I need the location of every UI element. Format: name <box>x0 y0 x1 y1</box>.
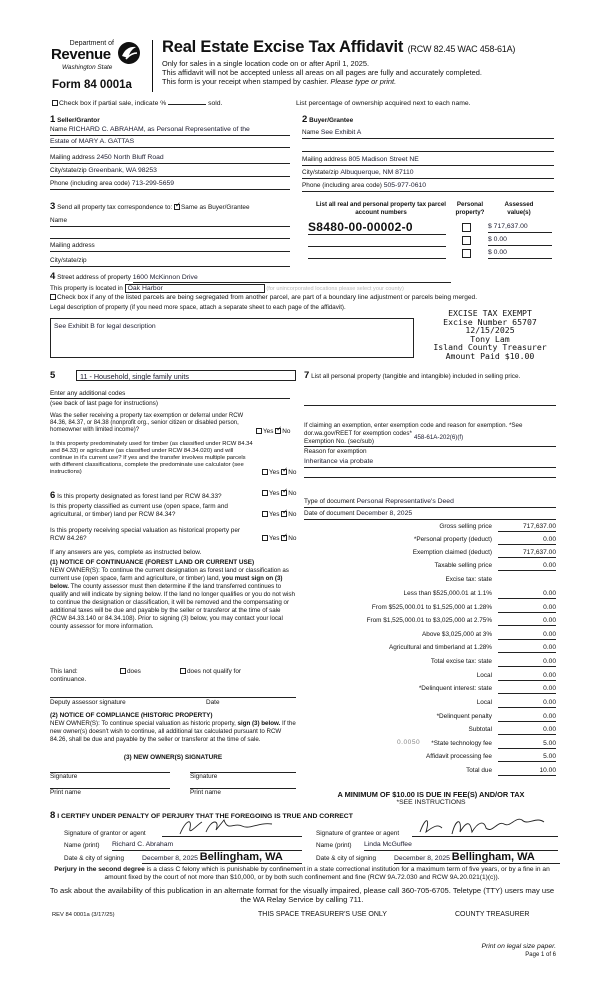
exemption-number: 458-61A-202(6)(f) <box>414 434 464 441</box>
tax-row <box>300 753 556 762</box>
tax-row-label: Taxable selling price <box>434 562 492 569</box>
dept-line1: Department of <box>69 40 114 47</box>
seller-phone: 713-299-5659 <box>131 180 175 187</box>
exemption-no-checkbox[interactable] <box>275 428 281 434</box>
tax-row <box>300 523 556 532</box>
legal-description-field[interactable]: See Exhibit B for legal description <box>50 318 414 358</box>
tax-row-label: Subtotal <box>468 726 492 733</box>
buyer-section: 2 Buyer/Grantee Name See Exhibit A Mailing address 805 Madison Street NE City/state/zip Albuquerque, NM 87110 Phone (including area code) 505-977-0610 <box>302 114 556 126</box>
seller-name-line2: Estate of MARY A. GATTAS <box>50 138 290 148</box>
rev-number: REV 84 0001a (3/17/25) <box>52 912 115 918</box>
header-subtext: Only for sales in a single location code on or after April 1, 2025. This affidavit will not be accepted unless all areas on all pages are fully and accurately completed. This form is your receipt when stamped by cashier. Please type or print. <box>162 59 482 87</box>
tax-row-label: *State technology fee <box>431 740 492 747</box>
historic-no-checkbox[interactable] <box>281 535 287 541</box>
tax-row-value: 0.00 <box>498 604 556 613</box>
assessed-value-2: $ 0.00 <box>488 236 552 246</box>
tax-row-label: Gross selling price <box>439 523 492 530</box>
tax-row <box>300 536 556 545</box>
tax-row-value: 5.00 <box>498 740 556 749</box>
tax-row-label: From $1,525,000.01 to $3,025,000 at 2.75% <box>366 617 492 624</box>
does-qualify-checkbox[interactable] <box>120 668 126 674</box>
tax-row-label: *Personal property (deduct) <box>413 536 492 543</box>
tax-row <box>300 672 556 681</box>
land-use-code[interactable]: 11 - Household, single family units <box>76 370 296 381</box>
seller-name-line1: RICHARD C. ABRAHAM, as Personal Representative of the <box>68 126 250 133</box>
tax-row <box>300 713 556 722</box>
grantor-signature-scribble <box>162 816 302 838</box>
certification-section: 8 I CERTIFY UNDER PENALTY OF PERJURY THAT THE FOREGOING IS TRUE AND CORRECT Signature of grantor or agent Name (print) Richard C. Abraham Date & city of signing December 8, 2025 Bellingham, WA Signature of grantee or agent Name (print) Linda McGuffee Date & city of signing December 8, 2025 Bellingham, WA <box>50 810 560 822</box>
corr-name-field[interactable]: Name <box>50 217 290 227</box>
print-legal-note: Print on legal size paper. <box>481 943 556 950</box>
tax-row-value: 10.00 <box>498 767 556 776</box>
tax-row-value: 5.00 <box>498 753 556 762</box>
grantor-city: Bellingham, WA <box>199 851 283 863</box>
tax-row <box>300 631 556 640</box>
timber-no-checkbox[interactable] <box>281 469 287 475</box>
legal-desc-label: Legal description of property (if you need more space, attach a separate sheet to each page of the affidavit). <box>50 303 346 311</box>
affidavit-page: Department of Revenue Washington State Form 84 0001a Real Estate Excise Tax Affidavit (RCW 82.45 WAC 458-61A) Only for sales in a single location code on or after April 1, 2025. This affidavit will not be accepted unless all areas on all pages are fully and accurately completed. This form is your receipt when stamped by cashier. Please type or print. Check box if partial sale, indicate % sold. List percentage of ownership acquired next to each name. 1 Seller/Grantor Name RICHARD C. ABRAHAM, as Personal Representative of the Estate of MARY A. GATTAS Mailing address 2450 North Bluff Road City/state/zip Greenbank, WA 98253 Phone (including area code) 713-299-5659 2 Buyer/Grantee Name See Exhibit A Mailing address 805 Madison Street NE City/state/zip Albuquerque, NM 87110 Phone (including area code) 505-977-0610 3 Send all property tax correspondence to: ✓ Same as Buyer/Grantee Name Mailing address City/state/zip List all real and personal property tax parcel account numbers Personal property? Assessed value(s) S8480-00-00002-0 $ 717,637.00 $ 0.00 $ 0.00 4 Street address of property 1600 McKinnon Drive This property is located in Oak Harbor (for unincorporated locations please select your county) Check box if any of the listed parcels are being segregated from another parcel, are part of a boundary line adjustment or parcels being merged. Legal description of property (if you need more space, attach a separate sheet to each page of the affidavit). See Exhibit B for legal description EXCISE TAX EXEMPT Excise Number 65707 12/15/2025 Tony Lam Island County Treasurer Amount Paid $10.00 5 11 - Household, single family units Enter any additional codes (see back of last page for instructions) Was the seller receiving a property tax exemption or deferral under RCW 84.36, 84.37, or 84.38 (nonprofit org., senior citizen or disabled person, homeowner with limited income)? Yes ✓ No Is this property predominately used for timber (as classified under RCW 84.34 and 84.33) or agriculture (as classified under RCW 84.34.020) and will continue in it's current use? If yes and the transfer involves multiple parcels with different classifications, complete the predominate use calculator (see instructions) Yes ✓ No 6 Is this property designated as forest land per RCW 84.33? Yes ✓ No Is this property classified as current use (open space, farm and agricultural, or timber) land per RCW 84.34? Yes ✓ No Is this property receiving special valuation as historical property per RCW 84.26? Yes ✓ No If any answers are yes, complete as instructed below. (1) NOTICE OF CONTINUANCE (FOREST LAND OR CURRENT USE) NEW OWNER(S): To continue the current designation as forest land or classification as current use (open space, farm and agriculture, or timber) land, you must sign on (3) below. The county assessor must then determine if the land transferred continues to qualify and will indicate by signing below. If the land no longer qualifies or you do not wish to continue the designation or classification, it will be removed and the compensating or additional taxes will be due and payable by the seller or transferor at the time of sale (RCW 84.33.140 or 84.34.108). Prior to signing (3) below, you may contact your local county assessor for more information. This land: does does not qualify for continuance. Deputy assessor signature Date (2) NOTICE OF COMPLIANCE (HISTORIC PROPERTY) NEW OWNER(S): To continue special valuation as historic property, sign (3) below. If the new owner(s) doesn't wish to continue, all additional tax calculated pursuant to RCW 84.26, shall be due and payable by the seller or transferor at the time of sale. (3) NEW OWNER(S) SIGNATURE Signature Signature Print name Print name 7 List all personal property (tangible and intangible) included in selling price. If claiming an exemption, enter exemption code and reason for exemption. *See dor.wa.gov/REET for exemption codes* Exemption No. (sec/sub) 458-61A-202(6)(f) Reason for exemption Inheritance via probate Type of document Personal Representative's Deed Date of document December 8, 2025 Gross selling price 717,637.00 *Personal property (deduct) 0.00 Exemption claimed (deduct) 717,637.00 Taxable selling price 0.00 Excise tax: state Less than $525,000.01 at 1.1% 0.00 From $525,000.01 to $1,525,000 at 1.28% 0.00 From $1,525,000.01 to $3,025,000 at 2.75% 0.00 Above $3,025,000 at 3% 0.00 Agricultural and timberland at 1.28% 0.00 Total excise tax: state 0.00 Local 0.00 *Delinquent interest: state 0.00 Local 0.00 *Delinquent penalty 0.00 Subtotal 0.00 *State technology fee 5.00 Affidavit processing fee 5.00 Total due 10.00 0.0050 A MINIMUM OF $10.00 IS DUE IN FEE(S) AND/OR TAX *SEE INSTRUCTIONS 8 I CERTIFY UNDER PENALTY OF PERJURY THAT THE FOREGOING IS TRUE AND CORRECT Signature of grantor or agent Name (print) Richard C. Abraham Date & city of signing December 8, 2025 Bellingham, WA Signature of grantee or agent Name (print) Linda McGuffee Date & city of signing December 8, 2025 Bellingham, WA Perjury in the second degree is a class C felony which is punishable by confinement in a state correctional institution for a maximum term of five years, or by a fine in an amount fixed by the court of not more than $10,000, or by both such confinement and fine (RCW 9A.72.030 and RCW 9A.20.021(1)(c)). To ask about the availability of this publication in an alternate format for the visually impaired, please call 360-705-6705. Teletype (TTY) users may use the WA Relay Service by calling 711. REV 84 0001a (3/17/25) THIS SPACE TREASURER'S USE ONLY COUNTY TREASURER Print on legal size paper. Page 1 of 6 <box>0 0 600 988</box>
parcel-number: S8480-00-00002-0 <box>308 220 446 235</box>
grantee-city: Bellingham, WA <box>451 851 535 863</box>
assessed-value-1: $ 717,637.00 <box>488 223 552 233</box>
tax-row-value: 0.00 <box>498 644 556 653</box>
personal-property-checkbox-2[interactable] <box>462 236 471 245</box>
page-title: Real Estate Excise Tax Affidavit (RCW 82.45 WAC 458-61A) <box>162 38 516 56</box>
tax-row-value: 0.00 <box>498 562 556 571</box>
exemption-reason: Inheritance via probate <box>304 458 556 468</box>
tax-row-value: 717,637.00 <box>498 523 556 532</box>
tax-row-label: From $525,000.01 to $1,525,000 at 1.28% <box>371 604 492 611</box>
page-number: Page 1 of 6 <box>525 952 556 958</box>
tax-row-label: Total due <box>466 767 492 774</box>
grantee-signature[interactable] <box>412 824 558 837</box>
tax-row <box>300 740 556 749</box>
treasurer-use: THIS SPACE TREASURER'S USE ONLY <box>258 911 387 918</box>
tax-row-label: *Delinquent penalty <box>436 713 492 720</box>
location-select[interactable]: Oak Harbor <box>125 284 265 293</box>
tax-row-value: 0.00 <box>498 617 556 626</box>
local-tax-code: 0.0050 <box>397 739 421 746</box>
assessed-value-3: $ 0.00 <box>488 249 552 259</box>
grantee-date: December 8, 2025 <box>394 855 450 862</box>
tax-correspondence-section: 3 Send all property tax correspondence to: ✓ Same as Buyer/Grantee Name Mailing address City/state/zip <box>50 201 294 213</box>
corr-mail-field[interactable]: Mailing address <box>50 242 290 252</box>
tax-row-label: Excise tax: state <box>445 576 492 583</box>
tax-row-label: Less than $525,000.01 at 1.1% <box>403 590 492 597</box>
seller-mail: 2450 North Bluff Road <box>96 154 164 161</box>
buyer-name: See Exhibit A <box>320 129 362 136</box>
segregate-checkbox[interactable] <box>50 294 56 300</box>
personal-property-checkbox-3[interactable] <box>462 249 471 258</box>
does-not-qualify-checkbox[interactable] <box>180 668 186 674</box>
tax-row-label: Total excise tax: state <box>430 658 492 665</box>
tax-row <box>300 644 556 653</box>
corr-city-field[interactable]: City/state/zip <box>50 257 290 267</box>
tax-row-label: Affidavit processing fee <box>426 753 492 760</box>
tax-row-label: Exemption claimed (deduct) <box>412 549 492 556</box>
tax-row-value: 0.00 <box>498 631 556 640</box>
tax-row-label: Local <box>476 672 492 679</box>
tax-row-label: *Delinquent interest: state <box>418 685 492 692</box>
tax-row <box>300 767 556 776</box>
minimum-due-notice: A MINIMUM OF $10.00 IS DUE IN FEE(S) AND/OR TAX <box>337 790 525 799</box>
header-divider <box>152 40 153 92</box>
tax-row-value: 0.00 <box>498 713 556 722</box>
tax-row <box>300 699 556 708</box>
dept-line3: Washington State <box>62 64 113 71</box>
tax-row <box>300 658 556 667</box>
accessibility-notice: To ask about the availability of this publication in an alternate format for the visually impaired, please call 360-705-6705. Teletype (TTY) users may use the WA Relay Service by calling 711. <box>49 886 555 905</box>
tax-row-value: 0.00 <box>498 699 556 708</box>
perjury-notice: Perjury in the second degree is a class C felony which is punishable by confinement in a state correctional institution for a maximum term of five years, or by a fine in an amount fixed by the court of not more than $10,000, or by both such confinement and fine (RCW 9A.72.030 and RCW 9A.20.021(1)(c)). <box>54 866 550 882</box>
document-date: December 8, 2025 <box>356 510 413 517</box>
dor-logo-icon <box>116 41 142 65</box>
county-treasurer: COUNTY TREASURER <box>455 911 530 918</box>
buyer-mail: 805 Madison Street NE <box>348 156 419 163</box>
grantee-signature-scribble <box>412 814 558 838</box>
tax-row-value: 0.00 <box>498 658 556 667</box>
tax-row <box>300 685 556 694</box>
tax-row <box>300 590 556 599</box>
partial-sale-checkbox[interactable] <box>52 100 58 106</box>
current-use-no-checkbox[interactable] <box>281 511 287 517</box>
personal-property-section: 7 List all personal property (tangible and intangible) included in selling price. If claiming an exemption, enter exemption code and reason for exemption. *See dor.wa.gov/REET for exemption codes* Exemption No. (sec/sub) 458-61A-202(6)(f) Reason for exemption Inheritance via probate Type of document Personal Representative's Deed Date of document December 8, 2025 <box>304 370 560 382</box>
tax-row <box>300 617 556 626</box>
tax-row <box>300 726 556 735</box>
partial-sale-row[interactable]: Check box if partial sale, indicate % sold. <box>52 100 222 108</box>
tax-row <box>300 576 556 585</box>
tax-row-value: 0.00 <box>498 536 556 545</box>
land-use-section: 5 11 - Household, single family units Enter any additional codes (see back of last page for instructions) Was the seller receiving a property tax exemption or deferral under RCW 84.36, 84.37, or 84.38 (nonprofit org., senior citizen or disabled person, homeowner with limited income)? Yes ✓ No Is this property predominately used for timber (as classified under RCW 84.34 and 84.33) or agriculture (as classified under RCW 84.34.020) and will continue in it's current use? If yes and the transfer involves multiple parcels with different classifications, complete the predominate use calculator (see instructions) Yes ✓ No <box>50 370 300 382</box>
forest-no-checkbox[interactable] <box>281 490 287 496</box>
same-as-buyer-checkbox[interactable] <box>174 204 180 210</box>
tax-row-value: 0.00 <box>498 672 556 681</box>
document-type: Personal Representative's Deed <box>356 498 454 505</box>
grantor-date: December 8, 2025 <box>142 855 198 862</box>
property-address-section: 4 Street address of property 1600 McKinnon Drive This property is located in Oak Harbor (for unincorporated locations please select your county) Check box if any of the listed parcels are being segregated from another parcel, are part of a boundary line adjustment or parcels being merged. Legal description of property (if you need more space, attach a separate sheet to each page of the affidavit). <box>50 271 560 311</box>
tax-row-value: 0.00 <box>498 726 556 735</box>
seller-section: 1 Seller/Grantor Name RICHARD C. ABRAHAM, as Personal Representative of the Estate of MARY A. GATTAS Mailing address 2450 North Bluff Road City/state/zip Greenbank, WA 98253 Phone (including area code) 713-299-5659 <box>50 114 294 126</box>
grantor-signature[interactable] <box>162 824 302 837</box>
tax-row-label: Agricultural and timberland at 1.28% <box>388 644 492 651</box>
forest-land-section: 6 Is this property designated as forest land per RCW 84.33? Yes ✓ No Is this property classified as current use (open space, farm and agricultural, or timber) land per RCW 84.34? Yes ✓ No Is this property receiving special valuation as historical property per RCW 84.26? Yes ✓ No If any answers are yes, complete as instructed below. (1) NOTICE OF CONTINUANCE (FOREST LAND OR CURRENT USE) NEW OWNER(S): To continue the current designation as forest land or classification as current use (open space, farm and agriculture, or timber) land, you must sign on (3) below. The county assessor must then determine if the land transferred continues to qualify and will indicate by signing below. If the land no longer qualifies or you do not wish to continue the designation or classification, it will be removed and the compensating or additional taxes will be due and payable by the seller or transferor at the time of sale (RCW 84.33.140 or 84.34.108). Prior to signing (3) below, you may contact your local county assessor for more information. This land: does does not qualify for continuance. Deputy assessor signature Date (2) NOTICE OF COMPLIANCE (HISTORIC PROPERTY) NEW OWNER(S): To continue special valuation as historic property, sign (3) below. If the new owner(s) doesn't wish to continue, all additional tax calculated pursuant to RCW 84.26, shall be due and payable by the seller or transferor at the time of sale. (3) NEW OWNER(S) SIGNATURE Signature Signature Print name Print name <box>50 490 300 502</box>
personal-property-checkbox-1[interactable] <box>462 223 471 232</box>
ownership-note: List percentage of ownership acquired next to each name. <box>296 100 471 107</box>
tax-row-label: Local <box>476 699 492 706</box>
grantor-name: Richard C. Abraham <box>112 841 302 851</box>
street-address: 1600 McKinnon Drive <box>133 274 451 283</box>
tax-row-value: 0.00 <box>498 685 556 694</box>
tax-row-value: 0.00 <box>498 590 556 599</box>
buyer-city: Albuquerque, NM 87110 <box>340 169 414 176</box>
dept-line2: Revenue <box>51 46 111 63</box>
tax-row <box>300 604 556 613</box>
form-number: Form 84 0001a <box>52 79 132 91</box>
treasurer-stamp: EXCISE TAX EXEMPT Excise Number 65707 12/15/2025 Tony Lam Island County Treasurer Amount Paid $10.00 <box>433 308 547 362</box>
seller-city: Greenbank, WA 98253 <box>88 167 157 174</box>
see-instructions: *SEE INSTRUCTIONS <box>396 799 466 806</box>
buyer-phone: 505-977-0610 <box>383 182 427 189</box>
tax-row <box>300 549 556 558</box>
tax-row-label: Above $3,025,000 at 3% <box>422 631 492 638</box>
tax-row-value: 717,637.00 <box>498 549 556 558</box>
grantee-name: Linda McGuffee <box>364 841 558 851</box>
tax-row <box>300 562 556 571</box>
